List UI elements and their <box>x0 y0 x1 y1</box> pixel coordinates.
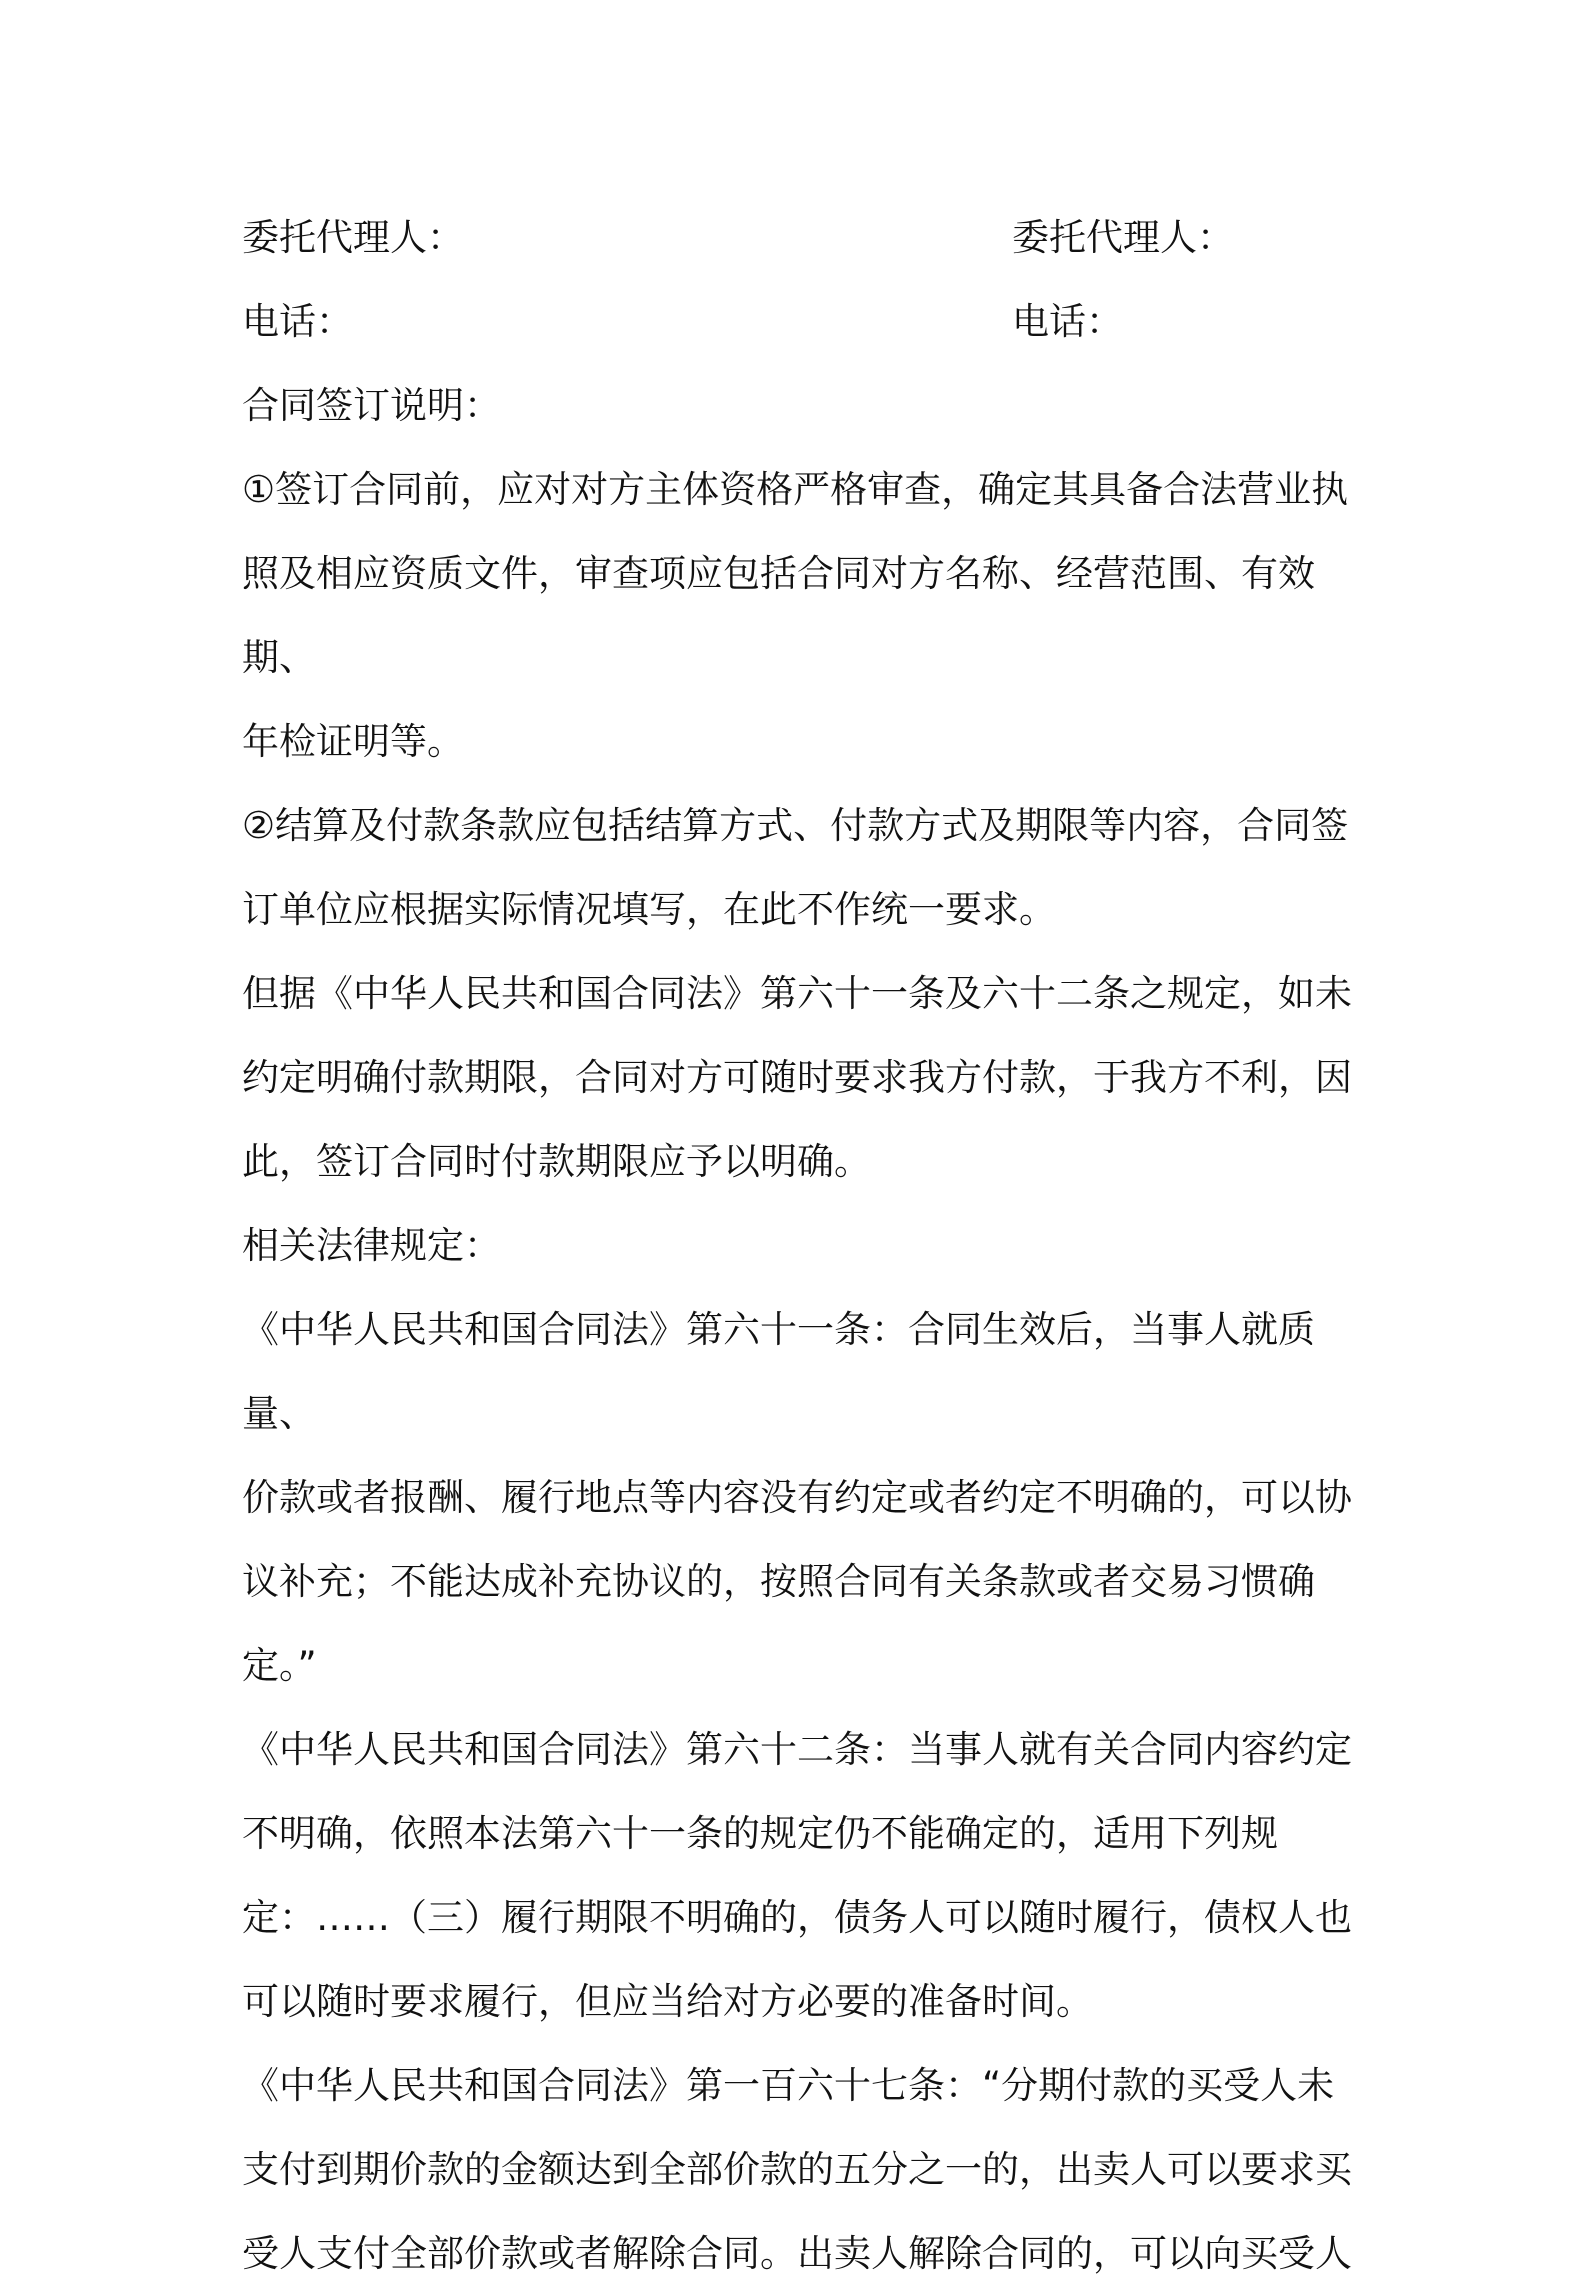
signature-phone-row <box>242 280 1362 364</box>
notes-item-2: ②结算及付款条款应包括结算方式、付款方式及期限等内容，合同签 订单位应根据实际情况填写，在此不作统一要求。 <box>242 804 1349 931</box>
notes-heading: 合同签订说明： <box>242 384 501 427</box>
left-agent-label: 委托代理人： <box>242 216 464 259</box>
law-heading: 相关法律规定： <box>242 1224 501 1267</box>
law-article-167: 《中华人民共和国合同法》第一百六十七条：“分期付款的买受人未 支付到期价款的金额达到全部价款的五分之一的，出卖人可以要求买 受人支付全部价款或者解除合同。出卖人解除合同的，可以向买受人 <box>242 2064 1352 2275</box>
law-article-61: 《中华人民共和国合同法》第六十一条：合同生效后，当事人就质量、 价款或者报酬、履行地点等内容没有约定或者约定不明确的，可以协 议补充；不能达成补充协议的，按照合同有关条款或者交易习惯确定。” <box>242 1308 1352 1687</box>
right-agent-label: 委托代理人： <box>1012 216 1234 259</box>
signature-agent-row <box>242 196 1362 280</box>
notes-item-2-followup: 但据《中华人民共和国合同法》第六十一条及六十二条之规定，如未 约定明确付款期限，合同对方可随时要求我方付款，于我方不利，因 此，签订合同时付款期限应予以明确。 <box>242 972 1352 1183</box>
notes-item-1: ①签订合同前，应对对方主体资格严格审查，确定其具备合法营业执 照及相应资质文件，审查项应包括合同对方名称、经营范围、有效期、 年检证明等。 <box>242 468 1349 763</box>
law-article-62: 《中华人民共和国合同法》第六十二条：当事人就有关合同内容约定 不明确，依照本法第六十一条的规定仍不能确定的，适用下列规 定：……（三）履行期限不明确的，债务人可以随时履行，债权人也 可以随时要求履行，但应当给对方必要的准备时间。 <box>242 1728 1352 2023</box>
right-phone-label: 电话： <box>1012 300 1123 343</box>
document-body <box>242 196 1362 2296</box>
left-phone-label: 电话： <box>242 300 353 343</box>
